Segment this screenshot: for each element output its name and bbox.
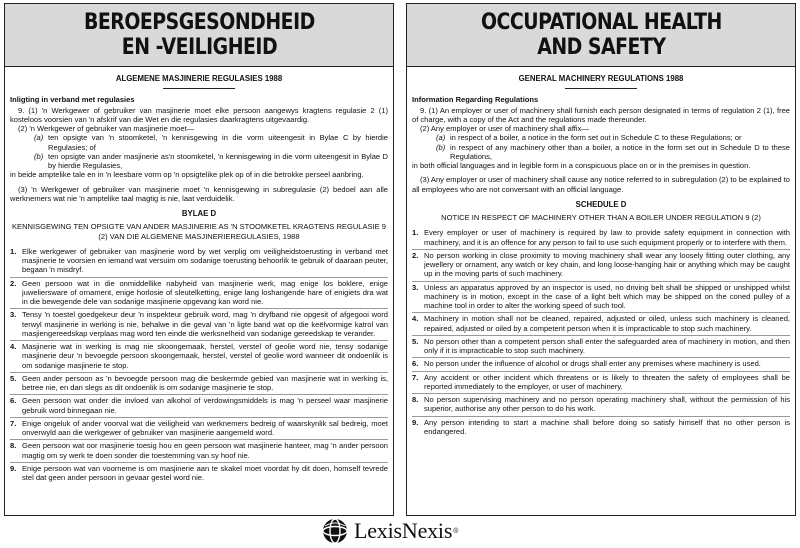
- subitem-letter: (b): [436, 142, 446, 152]
- afrikaans-notice-heading: KENNISGEWING TEN OPSIGTE VAN ANDER MASJINERIE AS 'N STOOMKETEL KRAGTENS REGULASIE 9 (2) VAN DIE ALGEMENE MASJINERIEREGULASIES, 1988: [12, 222, 386, 241]
- afrikaans-panel: [4, 3, 394, 516]
- registered-mark: ®: [453, 527, 459, 535]
- subitem-text: ten opsigte van 'n stoomketel, 'n kennisgewing in die vorm uiteengesit in Bylae C by hierdie Regulasies; of: [48, 133, 388, 152]
- item-text: Enige ongeluk of ander voorval wat die veiligheid van werknemers bedreig of waarskynlik sal bedreig, moet onverwyld aan die werkgewer of gebruiker van masjinerie aangemeld word.: [22, 418, 388, 437]
- afrikaans-paragraph-9-2: (2) 'n Werkgewer of gebruiker van masjinerie moet—: [18, 124, 195, 133]
- item-number: 3.: [412, 282, 419, 292]
- english-subitem-b: [412, 143, 790, 162]
- item-number: 5.: [412, 336, 419, 346]
- item-text: Elke werkgewer of gebruiker van masjinerie word by wet verplig om veiligheidstoerusting in verband met masjinerie te voorsien en iemand wat versuim om sodanige toerusting behoorlik te gebruik of daaraan peuter, begaan 'n misdryf.: [22, 246, 388, 275]
- afrikaans-section-heading: Inligting in verband met regulasies: [10, 95, 135, 105]
- item-number: 8.: [10, 441, 17, 451]
- english-rules-list: [412, 227, 790, 438]
- item-number: 9.: [10, 463, 17, 473]
- afrikaans-paragraph-9-3: (3) 'n Werkgewer of gebruiker van masjinerie moet 'n kennisgewing in subregulasie (2) bedoel aan alle werknemers wat nie 'n amptelike taal magtig is nie, laat verduidelik.: [10, 184, 388, 203]
- heading-divider: [565, 88, 637, 89]
- subitem-letter: (b): [34, 151, 44, 161]
- item-number: 1.: [10, 246, 17, 256]
- item-text: Any accident or other incident which threatens or is likely to threaten the safety of employees shall be reported immediately to the employer, or user of machinery.: [424, 372, 790, 391]
- subitem-text: in respect of any machinery other than a boiler, a notice in the form set out in Schedule D to these Regulations,: [450, 142, 790, 161]
- afrikaans-rules-list: [10, 246, 388, 485]
- list-item: [10, 246, 388, 278]
- afrikaans-schedule-title: BYLAE D: [181, 209, 217, 218]
- item-text: Geen persoon wat in die onmiddellike nabyheid van masjinerie werk, mag enige los boklere, enige juweliersware of ornament, enige horlosie of sleutelketting, enige lang loshangende hare of enigiets dra wat in die bewegende dele van sodanige masjinerie opgevang kan word nie.: [22, 278, 388, 306]
- english-paragraph-continuation: in both official languages and in legible form in a conspicuous place on or in the premises in question.: [412, 161, 751, 170]
- item-number: 7.: [10, 418, 17, 428]
- item-text: Enige persoon wat van voorneme is om masjinerie aan te skakel moet voordat hy dit doen, homself tevrede stel dat geen ander persoon in gevaar gestel word nie.: [22, 463, 388, 482]
- item-text: Unless an apparatus approved by an inspector is used, no driving belt shall be shipped or unshipped whilst machinery is in motion, except in the case of a light belt which may be shipped on the coned pulley of a machine tool in order to alter the working speed of such tool.: [424, 282, 790, 310]
- list-item: [412, 250, 790, 282]
- afrikaans-title-line1: BEROEPSGESONDHEID: [83, 9, 315, 35]
- english-paragraph-9-2: (2) Any employer or user of machinery shall affix—: [420, 124, 589, 133]
- english-title-line2: AND SAFETY: [536, 34, 666, 60]
- list-item: [10, 463, 388, 485]
- item-text: Geen persoon wat oor masjinerie toesig hou en geen persoon wat masjinerie hanteer, mag 'n ander persoon magtig om sy werk te doen sonder die toestemming van sy hoof nie.: [22, 441, 388, 460]
- list-item: [412, 358, 790, 371]
- item-text: Geen ander persoon as 'n bevoegde persoon mag die beskermde gebied van masjinerie wat in werking is, betree nie, en dan slegs as dit ondoenlik is om sodanige masjinerie te stop.: [22, 373, 388, 392]
- item-number: 4.: [412, 314, 419, 324]
- english-notice-heading: NOTICE IN RESPECT OF MACHINERY OTHER THAN A BOILER UNDER REGULATION 9 (2): [441, 213, 761, 222]
- list-item: [10, 341, 388, 373]
- afrikaans-title-line2: EN -VEILIGHEID: [121, 34, 277, 60]
- subitem-text: in respect of a boiler, a notice in the form set out in Schedule C to these Regulations; or: [450, 133, 742, 143]
- english-title-banner: [407, 4, 795, 67]
- afrikaans-paragraph-continuation: in beide amptelike tale en in 'n leesbare vorm op 'n opsigtelike plek op of in die betrokke perseel aanbring.: [10, 170, 364, 180]
- item-text: No person under the influence of alcohol or drugs shall enter any premises where machinery is used.: [424, 359, 761, 369]
- afrikaans-content: [5, 67, 393, 484]
- english-paragraph-9-3: (3) Any employer or user of machinery shall cause any notice referred to in subregulation (2) to be explained to all employees who are not conversant with an official language.: [412, 175, 790, 194]
- lexisnexis-logo: [322, 517, 458, 545]
- item-text: Machinery in motion shall not be cleaned, repaired, adjusted or oiled, unless such machinery is cleaned, repaired, adjusted or oiled by a competent person when it is impracticable to stop such machinery.: [424, 314, 790, 333]
- english-content: [407, 67, 795, 438]
- item-number: 7.: [412, 372, 419, 382]
- item-text: No person working in close proximity to moving machinery shall wear any loosely fitting outer clothing, any jewellery or ornament, any watch or key chain, and long loose-hanging hair or anything which may be caught up in the moving parts of such machinery.: [424, 250, 790, 279]
- item-text: No person supervising machinery and no person operating machinery shall, without the permission of his superior, authorise any other person to do his work.: [424, 395, 790, 414]
- list-item: [10, 309, 388, 341]
- list-item: [412, 372, 790, 395]
- item-number: 9.: [412, 417, 419, 427]
- lexisnexis-globe-icon: [322, 518, 348, 544]
- list-item: [10, 395, 388, 418]
- item-text: No person other than a competent person shall enter the safeguarded area of machinery in motion, and then only if it is impracticable to stop such machinery.: [424, 336, 790, 355]
- list-item: [412, 313, 790, 336]
- afrikaans-paragraph-9-1: 9. (1) 'n Werkgewer of gebruiker van masjinerie moet elke persoon aangewys kragtens regulasie 2 (1) kosteloos voorsien van 'n afskrif van die Wet en die regulasies daarkragtens uitgevaardig.: [10, 105, 388, 124]
- english-regulations-heading: GENERAL MACHINERY REGULATIONS 1988: [518, 74, 684, 83]
- item-text: Any person intending to start a machine shall before doing so satisfy himself that no other person is endangered.: [424, 417, 790, 436]
- english-subitem-a: [412, 133, 790, 142]
- afrikaans-subitem-a: [10, 133, 388, 152]
- subitem-text: ten opsigte van ander masjinerie as'n stoomketel, 'n kennisgewing in die vorm uiteengesit in Bylae D by hierdie Regulasies,: [48, 151, 388, 170]
- subitem-letter: (a): [436, 133, 446, 143]
- english-paragraph-9-1: 9. (1) An employer or user of machinery shall furnish each person designated in terms of regulation 2 (1), free of charge, with a copy of the Act and the regulations made thereunder.: [412, 105, 790, 124]
- list-item: [10, 373, 388, 396]
- list-item: [412, 417, 790, 439]
- list-item: [412, 227, 790, 250]
- list-item: [10, 418, 388, 441]
- english-panel: [406, 3, 796, 516]
- item-number: 5.: [10, 373, 17, 383]
- item-text: Tensy 'n toestel goedgekeur deur 'n inspekteur gebruik word, mag 'n dryfband nie opgesit of afgegooi word terwyl masjinerie in werking is nie, behalwe in die geval van 'n ligte band wat op die keëlvormige katrol van masjiengereedskap verplaas mag word ten einde die werksnelheid van sodanige gereedskap te verander.: [22, 310, 388, 338]
- item-number: 2.: [412, 250, 419, 260]
- afrikaans-subitem-b: [10, 152, 388, 171]
- english-title-line1: OCCUPATIONAL HEALTH: [480, 9, 722, 35]
- afrikaans-regulations-heading: ALGEMENE MASJINERIE REGULASIES 1988: [115, 74, 283, 83]
- item-text: Every employer or user of machinery is required by law to provide safety equipment in connection with machinery, and it is an offence for any person to fail to use such equipment properly or to interfere with them.: [424, 228, 790, 247]
- english-schedule-title: SCHEDULE D: [575, 199, 627, 209]
- item-number: 8.: [412, 395, 419, 404]
- list-item: [412, 394, 790, 417]
- list-item: [412, 282, 790, 314]
- subitem-letter: (a): [34, 133, 44, 143]
- item-number: 6.: [412, 359, 419, 369]
- list-item: [10, 278, 388, 310]
- afrikaans-title-banner: [5, 4, 393, 67]
- item-text: Geen persoon wat onder die invloed van alkohol of verdowingsmiddels is mag 'n perseel waar masjinerie gebruik word binnegaan nie.: [22, 396, 388, 415]
- logo-wordmark: LexisNexis: [354, 518, 453, 543]
- item-text: Masjinerie wat in werking is mag nie skoongemaak, herstel, verstel of geolie word nie, tensy sodanige masjinerie deur 'n bevoegde persoon skoongemaak, herstel, verstel of geolie word wanneer dit ondoenlik is om sodanige masjinerie te stop.: [22, 342, 388, 370]
- item-number: 3.: [10, 310, 17, 320]
- english-section-heading: Information Regarding Regulations: [412, 95, 539, 105]
- list-item: [412, 336, 790, 359]
- item-number: 2.: [10, 278, 17, 288]
- item-number: 1.: [412, 228, 419, 238]
- heading-divider: [163, 88, 235, 89]
- item-number: 6.: [10, 396, 17, 406]
- item-number: 4.: [10, 342, 17, 351]
- list-item: [10, 440, 388, 463]
